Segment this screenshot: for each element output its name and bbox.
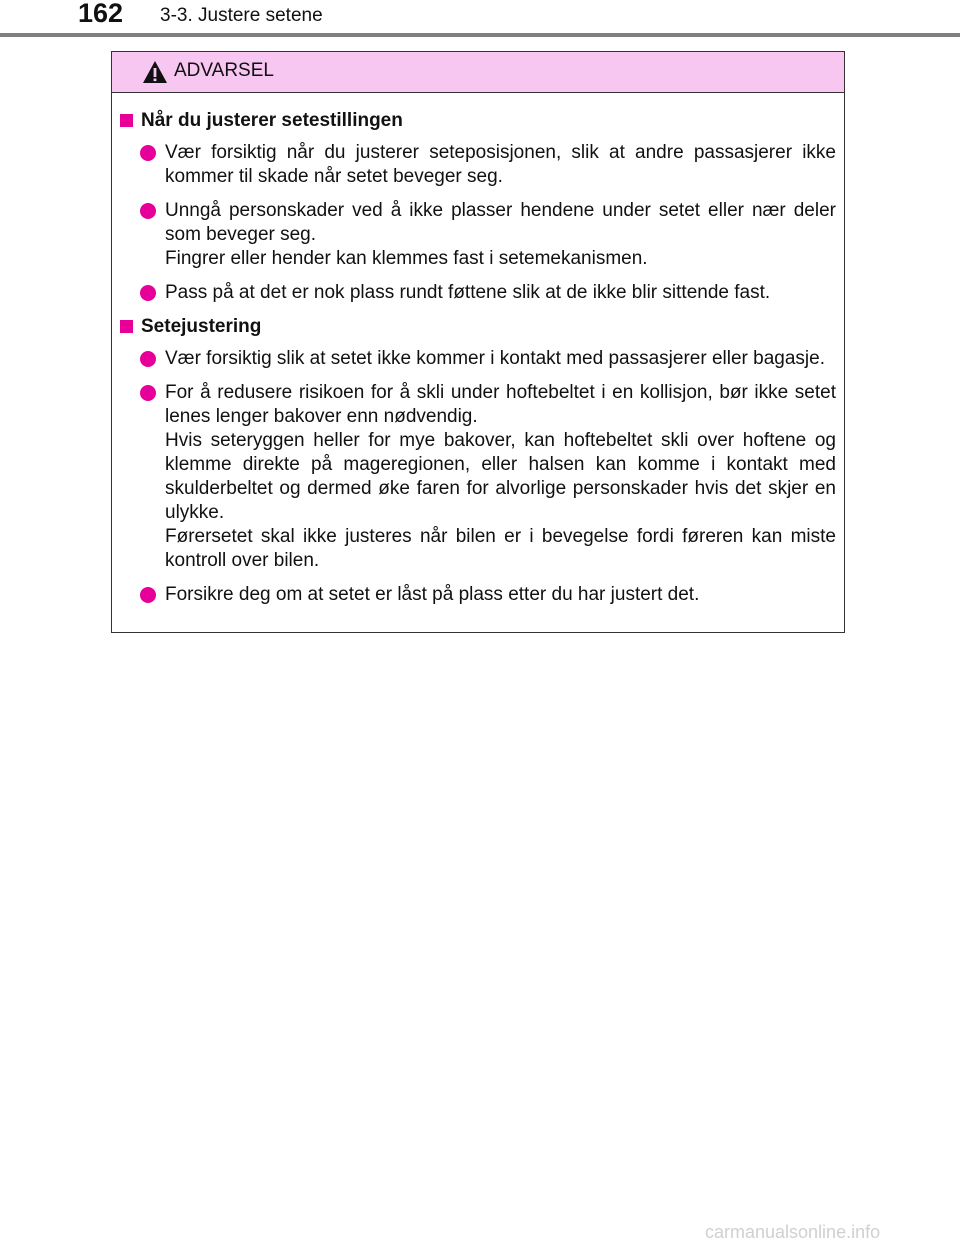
warning-body xyxy=(112,93,844,607)
round-bullet-icon xyxy=(140,203,156,219)
bullet-paragraph: Vær forsiktig slik at setet ikke kommer i kontakt med passasjerer eller bagasje. xyxy=(165,348,825,369)
square-bullet-icon xyxy=(120,114,133,127)
list-item xyxy=(140,347,836,371)
warning-label: ADVARSEL xyxy=(174,60,274,81)
list-item xyxy=(140,199,836,271)
bullet-paragraph: Fingrer eller hender kan klemmes fast i setemekanismen. xyxy=(165,248,648,269)
bullet-paragraph: For å redusere risikoen for å skli under hoftebeltet i en kollisjon, bør ikke setet lenes lenger bakover enn nødvendig. xyxy=(165,382,836,427)
section-heading-text: Når du justerer setestillingen xyxy=(141,110,403,131)
bullet-paragraph: Unngå personskader ved å ikke plasser hendene under setet eller nær deler som beveger seg. xyxy=(165,200,836,245)
round-bullet-icon xyxy=(140,145,156,161)
section-heading xyxy=(120,315,836,339)
watermark: carmanualsonline.info xyxy=(705,1222,881,1242)
bullet-paragraph: Hvis seteryggen heller for mye bakover, kan hoftebeltet skli over hoftene og klemme direkte på mageregionen, eller halsen kan komme i kontakt med skulderbeltet og dermed øke faren for alvorlige personskader hvis det skjer en ulykke. xyxy=(165,430,836,523)
square-bullet-icon xyxy=(120,320,133,333)
warning-header xyxy=(112,52,844,93)
page-header xyxy=(0,0,960,40)
round-bullet-icon xyxy=(140,587,156,603)
round-bullet-icon xyxy=(140,285,156,301)
round-bullet-icon xyxy=(140,351,156,367)
bullet-paragraph: Forsikre deg om at setet er låst på plass etter du har justert det. xyxy=(165,584,700,605)
round-bullet-icon xyxy=(140,385,156,401)
list-item xyxy=(140,381,836,573)
bullet-paragraph: Vær forsiktig når du justerer seteposisjonen, slik at andre passasjerer ikke kommer til skade når setet beveger seg. xyxy=(165,142,836,187)
list-item xyxy=(140,583,836,607)
warning-box xyxy=(111,51,845,633)
header-rule xyxy=(0,33,960,37)
list-item xyxy=(140,141,836,189)
list-item xyxy=(140,281,836,305)
bullet-paragraph: Førersetet skal ikke justeres når bilen er i bevegelse fordi føreren kan miste kontroll over bilen. xyxy=(165,526,836,571)
bullet-paragraph: Pass på at det er nok plass rundt føttene slik at de ikke blir sittende fast. xyxy=(165,282,771,303)
page-number: 162 xyxy=(78,0,124,28)
section-heading-text: Setejustering xyxy=(141,316,262,337)
section-title: 3-3. Justere setene xyxy=(160,5,323,26)
warning-triangle-icon xyxy=(142,60,168,84)
section-heading xyxy=(120,109,836,133)
